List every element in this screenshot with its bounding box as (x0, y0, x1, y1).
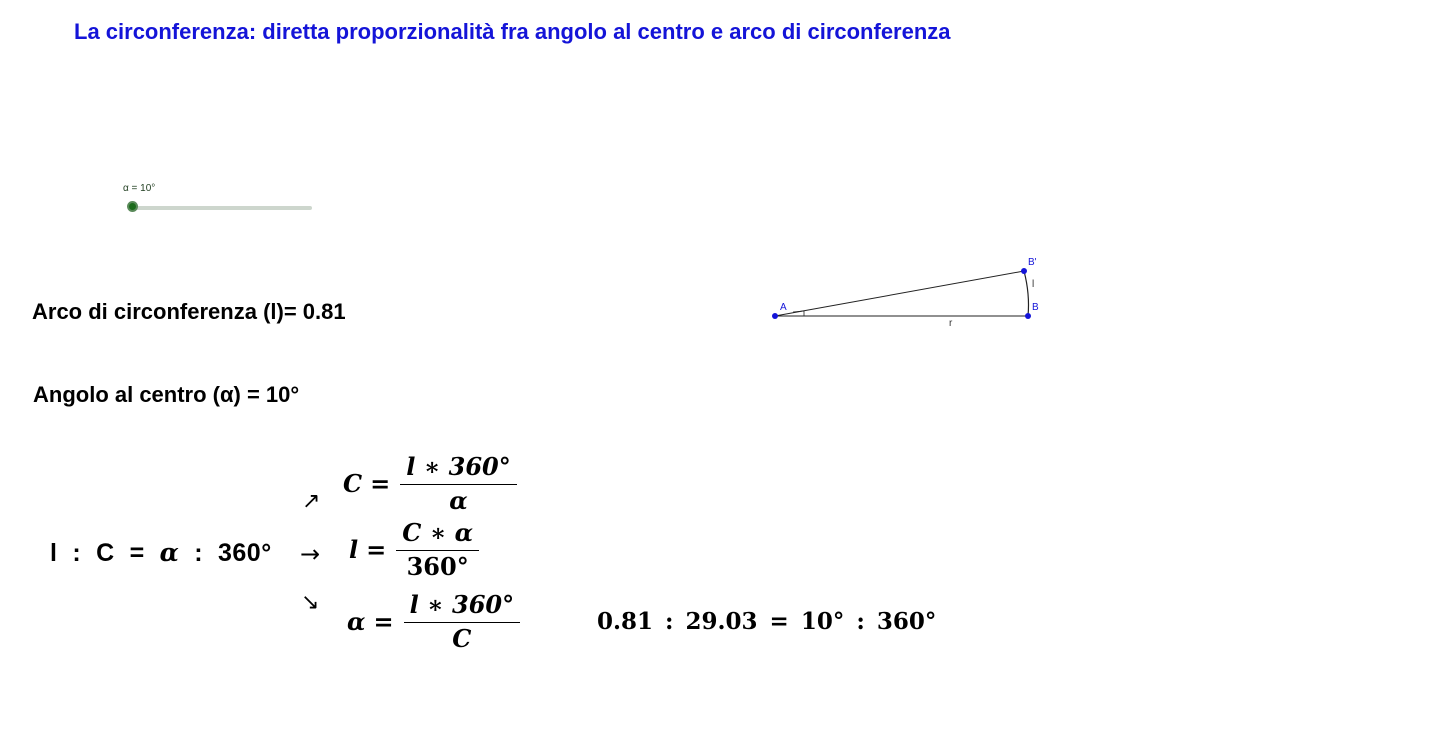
formula-1-lhs: C (343, 469, 363, 498)
arc-length-text: Arco di circonferenza (l)= 0.81 (32, 299, 346, 324)
prop-360: 360 (217, 539, 262, 567)
label-B: B (1032, 302, 1039, 313)
alpha-slider-knob[interactable] (127, 201, 138, 212)
formula-3-numerator: l ∗ 360° (404, 590, 521, 623)
prop-equals: = (129, 539, 145, 567)
arrow-up-right-icon: ↗ (302, 489, 321, 514)
prop-C: C (96, 539, 115, 567)
formula-1-denominator: α (449, 486, 468, 515)
sector-figure (760, 250, 1060, 340)
formula-2-lhs: l (349, 535, 359, 564)
prop-l: l (50, 539, 58, 567)
formula-circumference: C = $\frac{l ∗ 360^\circ}{\alpha}$ (343, 452, 517, 515)
label-l: l (1032, 279, 1035, 290)
prop-alpha: α (159, 538, 180, 567)
formula-1-numerator: l ∗ 360° (400, 452, 517, 485)
point-B[interactable] (1025, 313, 1031, 319)
point-B-prime[interactable] (1021, 268, 1027, 274)
label-B-prime: B' (1028, 257, 1037, 268)
formula-3-lhs: α (347, 607, 366, 636)
formula-2-numerator: C ∗ α (396, 518, 479, 551)
formula-angle: α = $\frac{l ∗ 360^\circ}{C}$ (347, 590, 520, 653)
numeric-proportion: 0.81 : 29.03 = 10° : 360° (597, 608, 937, 635)
center-angle-text: Angolo al centro (α) = 10° (33, 382, 300, 407)
label-A: A (780, 302, 787, 313)
formula-3-denominator: C (452, 624, 472, 653)
arrow-down-right-icon: ↘ (301, 590, 320, 615)
alpha-slider-label: α = 10° (123, 183, 156, 194)
prop-degree: ° (261, 539, 272, 567)
arrow-right-icon: → (300, 540, 321, 568)
prop-colon-1: : (72, 539, 82, 567)
radius-segment-AB-prime (775, 271, 1024, 316)
prop-colon-2: : (194, 539, 204, 567)
alpha-slider-track[interactable] (128, 206, 312, 210)
label-r: r (949, 318, 953, 329)
arc-l (1024, 271, 1029, 316)
formula-2-denominator: 360° (406, 552, 469, 581)
angle-marker (793, 311, 804, 316)
page-title: La circonferenza: diretta proporzionalità fra angolo al centro e arco di circonferenza (74, 19, 951, 44)
formula-arc-length: l = $\frac{C ∗ \alpha}{360^\circ}$ (349, 518, 479, 581)
proportion-statement (50, 538, 272, 568)
point-A[interactable] (772, 313, 778, 319)
